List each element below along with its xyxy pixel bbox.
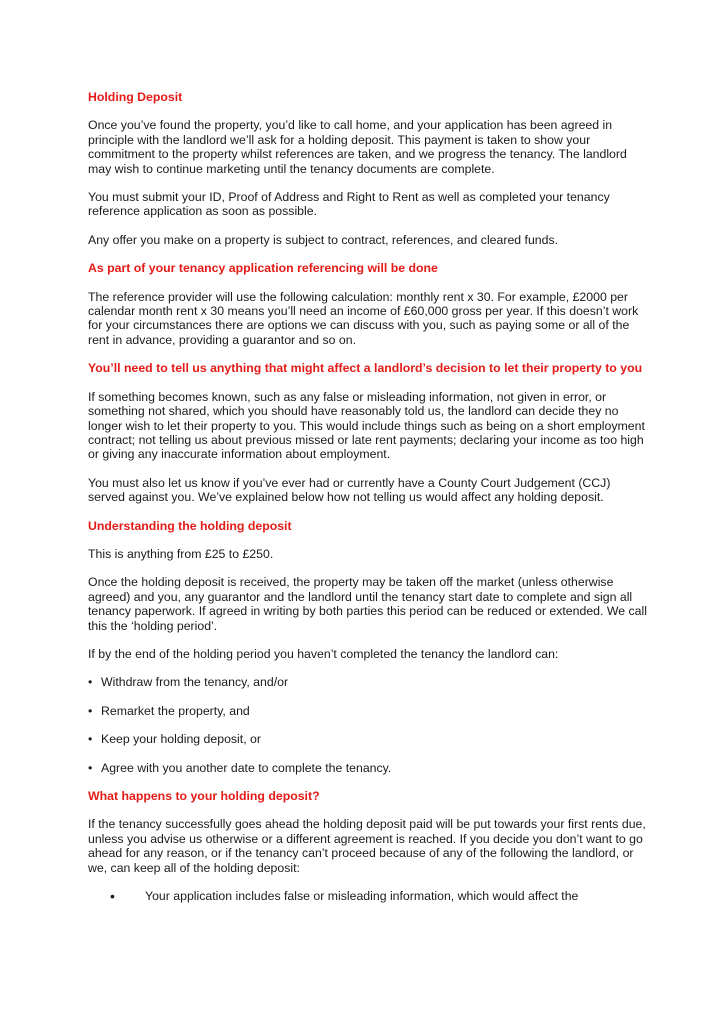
paragraph: If something becomes known, such as any false or misleading information, not given in error, or something not shared, which you should have reasonably told us, the landlord can decide they no longer wish to let their property to you. This would include things such as being on a short employment contract; not telling us about previous missed or late rent payments; declaring your income as too high or giving any inaccurate information about employment. — [88, 389, 645, 462]
section-heading: Holding Deposit — [88, 90, 183, 104]
list-item — [88, 704, 648, 718]
bullet-icon: • — [88, 732, 93, 747]
paragraph: If by the end of the holding period you haven’t completed the tenancy the landlord can: — [88, 646, 559, 661]
section-holding-deposit — [88, 90, 648, 247]
bullet-icon: • — [88, 675, 93, 690]
list-item-text: Agree with you another date to complete the tenancy. — [101, 760, 392, 775]
document-page — [88, 90, 648, 903]
paragraph: Once you’ve found the property, you’d like to call home, and your application has been agreed in principle with the landlord we’ll ask for a holding deposit. This payment is taken to show your commitment to the property whilst references are taken, and we progress the tenancy. The landlord may wish to continue marketing until the tenancy documents are complete. — [88, 118, 627, 176]
section-disclosure — [88, 361, 648, 504]
section-heading: What happens to your holding deposit? — [88, 789, 320, 803]
section-heading: Understanding the holding deposit — [88, 518, 292, 533]
paragraph: Once the holding deposit is received, the property may be taken off the market (unless otherwise agreed) and you, any guarantor and the landlord until the tenancy start date to complete and sign all tenancy paperwork. If agreed in writing by both parties this period can be reduced or extended. We call this the ‘holding period’. — [88, 575, 647, 633]
section-heading: As part of your tenancy application referencing will be done — [88, 261, 438, 276]
paragraph: If the tenancy successfully goes ahead the holding deposit paid will be put towards your first rents due, unless you advise us otherwise or a different agreement is reached. If you decide you don’t want to go ahead for any reason, or if the tenancy can’t proceed because of any of the following the landlord, or we, can keep all of the holding deposit: — [88, 817, 646, 875]
list-item — [88, 732, 648, 746]
section-understanding-holding-deposit — [88, 519, 648, 775]
list-item-text: Your application includes false or misleading information, which would affect the — [145, 889, 579, 904]
bullet-icon: • — [88, 760, 93, 775]
paragraph: You must also let us know if you’ve ever had or currently have a County Court Judgement (CCJ) served against you. We’ve explained below how not telling us would affect any holding deposit. — [88, 475, 611, 505]
section-heading: You’ll need to tell us anything that might affect a landlord’s decision to let their property to you — [88, 361, 643, 376]
list-item — [88, 761, 648, 775]
bullet-icon: • — [88, 703, 93, 718]
list-item-text: Remarket the property, and — [101, 703, 250, 718]
forfeit-conditions-list — [88, 889, 648, 903]
list-item — [88, 675, 648, 689]
list-item-text: Keep your holding deposit, or — [101, 732, 261, 747]
landlord-options-list — [88, 675, 648, 775]
section-what-happens — [88, 789, 648, 903]
paragraph: The reference provider will use the following calculation: monthly rent x 30. For example, £2000 per calendar month rent x 30 means you’ll need an income of £60,000 gross per year. If this doesn’t work for your circumstances there are options we can discuss with you, such as paying some or all of the rent in advance, providing a guarantor and so on. — [88, 289, 639, 347]
paragraph: You must submit your ID, Proof of Address and Right to Rent as well as completed your tenancy reference application as soon as possible. — [88, 190, 610, 219]
bullet-icon: • — [110, 888, 115, 905]
paragraph: This is anything from £25 to £250. — [88, 546, 274, 561]
section-referencing — [88, 261, 648, 347]
list-item — [88, 889, 648, 903]
paragraph: Any offer you make on a property is subject to contract, references, and cleared funds. — [88, 232, 559, 247]
list-item-text: Withdraw from the tenancy, and/or — [101, 675, 289, 690]
